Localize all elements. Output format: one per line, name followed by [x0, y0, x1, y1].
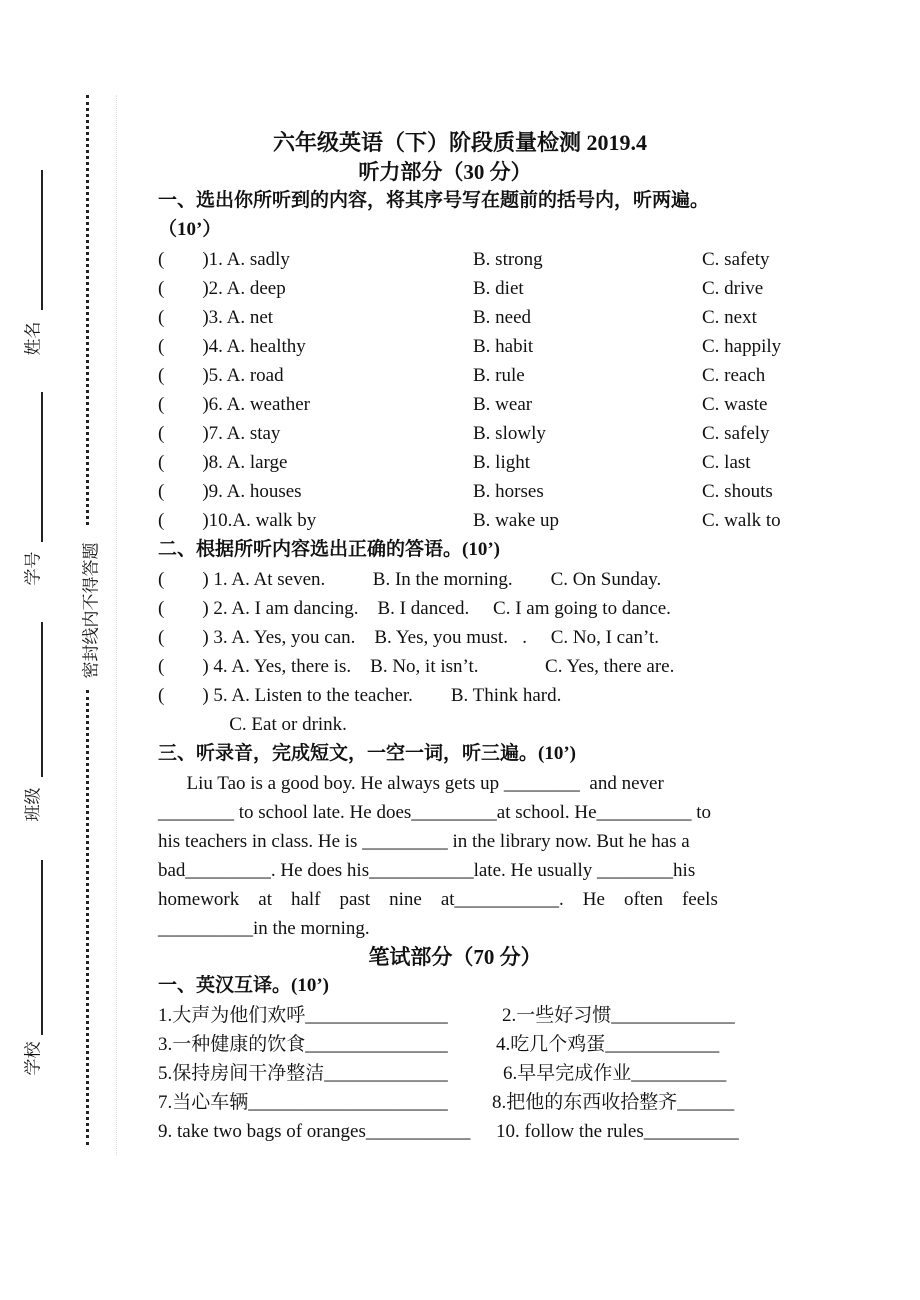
seal-line-bottom	[86, 690, 89, 1145]
listening-heading: 听力部分（30 分）	[358, 160, 532, 184]
name-label: 姓名	[23, 321, 43, 356]
option: C. reach	[702, 365, 766, 386]
question-stem: ( )9. A. houses	[158, 481, 302, 502]
question-stem: ( )4. A. healthy	[158, 336, 306, 357]
question-stem: ( )3. A. net	[158, 307, 274, 328]
id-line	[41, 392, 43, 542]
option: C. happily	[702, 336, 782, 357]
passage-line: __________in the morning.	[158, 918, 370, 939]
option: B. strong	[473, 249, 543, 270]
translation-item: 1.大声为他们欢呼_______________	[158, 1005, 448, 1026]
section-title: 三、听录音，完成短文，一空一词，听三遍。(10’)	[158, 743, 576, 764]
name-line	[41, 170, 43, 310]
option: B. slowly	[473, 423, 546, 444]
option: B. wear	[473, 394, 533, 415]
option: C. shouts	[702, 481, 773, 502]
option: B. diet	[473, 278, 524, 299]
margin-guide	[116, 95, 117, 1155]
seal-notice: 密封线内不得答题	[81, 542, 101, 679]
question-stem: ( )5. A. road	[158, 365, 284, 386]
translation-item: 7.当心车辆_____________________	[158, 1092, 448, 1113]
question-line: ( ) 3. A. Yes, you can. B. Yes, you must. . C. No, I can’t.	[158, 627, 660, 648]
section-title: 一、选出你所听到的内容，将其序号写在题前的括号内，听两遍。	[158, 190, 710, 211]
option: B. wake up	[473, 510, 560, 531]
question-line: C. Eat or drink.	[158, 714, 347, 735]
option: C. last	[702, 452, 751, 473]
question-stem: ( )1. A. sadly	[158, 249, 290, 270]
question-stem: ( )2. A. deep	[158, 278, 286, 299]
translation-item: 6.早早完成作业__________	[503, 1063, 727, 1084]
translation-item: 9. take two bags of oranges___________	[158, 1121, 471, 1142]
class-line	[41, 622, 43, 777]
translation-item: 5.保持房间干净整洁_____________	[158, 1063, 448, 1084]
question-line: ( ) 1. A. At seven. B. In the morning. C. On Sunday.	[158, 569, 662, 590]
question-stem: ( )6. A. weather	[158, 394, 310, 415]
question-line: ( ) 5. A. Listen to the teacher. B. Think hard.	[158, 685, 562, 706]
passage-line: his teachers in class. He is _________ in the library now. But he has a	[158, 831, 690, 852]
section-score: （10’）	[158, 219, 222, 240]
translation-item: 8.把他的东西收拾整齐______	[492, 1092, 735, 1113]
option: C. next	[702, 307, 757, 328]
option: B. horses	[473, 481, 544, 502]
section-title: 一、英汉互译。(10’)	[158, 975, 329, 996]
option: C. waste	[702, 394, 768, 415]
option: C. drive	[702, 278, 764, 299]
option: C. walk to	[702, 510, 781, 531]
question-stem: ( )8. A. large	[158, 452, 288, 473]
option: B. need	[473, 307, 532, 328]
passage-line: ________ to school late. He does_________at school. He__________ to	[158, 802, 712, 823]
question-line: ( ) 2. A. I am dancing. B. I danced. C. I am going to dance.	[158, 598, 671, 619]
option: C. safety	[702, 249, 770, 270]
passage-line: bad_________. He does his___________late. He usually ________his	[158, 860, 696, 881]
question-line: ( ) 4. A. Yes, there is. B. No, it isn’t. C. Yes, there are.	[158, 656, 675, 677]
translation-item: 10. follow the rules__________	[496, 1121, 739, 1142]
section-title: 二、根据所听内容选出正确的答语。(10’)	[158, 539, 500, 560]
exam-title: 六年级英语（下）阶段质量检测 2019.4	[272, 130, 647, 155]
school-label: 学校	[23, 1041, 43, 1076]
class-label: 班级	[23, 787, 43, 822]
option: C. safely	[702, 423, 770, 444]
translation-item: 2.一些好习惯_____________	[502, 1005, 735, 1026]
translation-item: 4.吃几个鸡蛋____________	[496, 1034, 720, 1055]
translation-item: 3.一种健康的饮食_______________	[158, 1034, 448, 1055]
passage-line: homework at half past nine at___________. He often feels	[158, 889, 718, 910]
id-label: 学号	[23, 551, 43, 586]
question-stem: ( )10.A. walk by	[158, 510, 317, 531]
writing-heading: 笔试部分（70 分）	[368, 945, 542, 969]
option: B. habit	[473, 336, 534, 357]
option: B. rule	[473, 365, 525, 386]
passage-line: Liu Tao is a good boy. He always gets up ________ and never	[158, 773, 664, 794]
option: B. light	[473, 452, 531, 473]
question-stem: ( )7. A. stay	[158, 423, 281, 444]
